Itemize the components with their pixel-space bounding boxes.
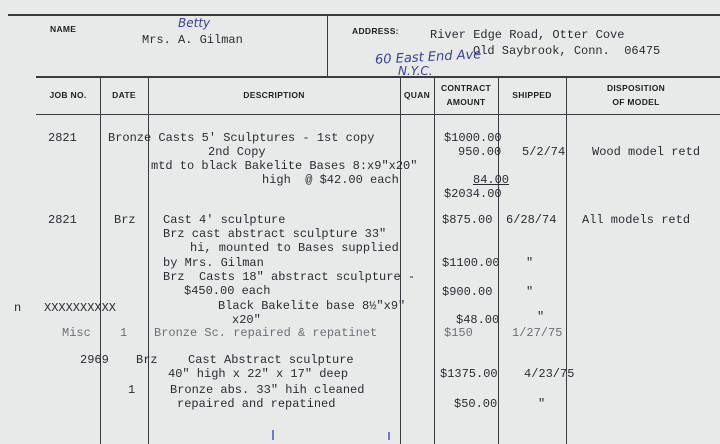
- entry-4-desc-2: 40" high x 22" x 17" deep: [168, 367, 349, 381]
- entry-2-desc-8: x20": [232, 313, 261, 327]
- entry-3-shipped: 1/27/75: [512, 326, 563, 340]
- entry-2-desc-7: Black Bakelite base 8½"x9": [218, 299, 406, 313]
- entry-4-shipped: 4/23/75: [524, 367, 575, 381]
- entry-2-desc-2: Brz cast abstract sculpture 33": [163, 227, 387, 241]
- column-header-disposition: DISPOSITION: [606, 83, 666, 93]
- entry-1-desc-1: Bronze Casts 5' Sculptures - 1st copy: [108, 131, 375, 145]
- entry-2-job: 2821: [48, 213, 77, 227]
- card-top-rule: [8, 14, 720, 16]
- entry-2-amount-3: $900.00: [442, 285, 493, 299]
- entry-1-shipped: 5/2/74: [522, 145, 566, 159]
- margin-mark: n: [14, 301, 22, 315]
- entry-2-amount-1: $875.00: [442, 213, 493, 227]
- column-header-amount: AMOUNT: [446, 97, 486, 107]
- entry-1-job: 2821: [48, 131, 77, 145]
- ink-mark: [272, 430, 274, 440]
- entry-5-amount-1: $50.00: [454, 397, 498, 411]
- entry-4-date: Brz: [136, 353, 158, 367]
- entry-3-amount-1: $150: [444, 326, 473, 340]
- entry-1-desc-3: mtd to black Bakelite Bases 8:x9"x20": [151, 159, 418, 173]
- entry-1-amount-3: 84.00: [473, 173, 510, 187]
- address-line-2: Old Saybrook, Conn. 06475: [473, 44, 661, 58]
- address-handwritten-2: N.Y.C.: [398, 64, 433, 78]
- column-header-description: DESCRIPTION: [243, 90, 305, 100]
- entry-3-job: Misc: [62, 326, 91, 340]
- entry-2-desc-1: Cast 4' sculpture: [163, 213, 286, 227]
- column-header-rule: [36, 114, 720, 115]
- entry-2-shipped-1: 6/28/74: [506, 213, 557, 227]
- ink-mark: [388, 432, 390, 440]
- col-divider-shipped: [566, 78, 567, 444]
- column-header-shipped: SHIPPED: [512, 90, 552, 100]
- address-label: ADDRESS:: [352, 26, 399, 36]
- entry-1-desc-4: high @ $42.00 each: [262, 173, 399, 187]
- entry-2-shipped-4: ": [537, 310, 545, 324]
- entry-2-amount-4: $48.00: [456, 313, 500, 327]
- entry-1-amount-total: $2034.00: [444, 187, 502, 201]
- entry-1-disposition: Wood model retd: [592, 145, 701, 159]
- column-header-of-model: OF MODEL: [612, 97, 660, 107]
- entry-5-shipped: ": [538, 397, 546, 411]
- entry-1-desc-2: 2nd Copy: [208, 145, 266, 159]
- entry-1-amount-2: 950.00: [458, 145, 502, 159]
- entry-2-amount-2: $1100.00: [442, 256, 500, 270]
- entry-5-date: 1: [128, 383, 136, 397]
- address-handwritten-1: 60 East End Ave: [374, 47, 482, 68]
- entry-4-amount-1: $1375.00: [440, 367, 498, 381]
- entry-2-desc-4: by Mrs. Gilman: [163, 256, 264, 270]
- entry-3-desc-1: Bronze Sc. repaired & repatinet: [154, 326, 378, 340]
- entry-2-date: Brz: [114, 213, 136, 227]
- entry-2-shipped-2: ": [526, 256, 534, 270]
- col-divider-desc: [400, 78, 401, 444]
- entry-2-desc-6: $450.00 each: [184, 284, 271, 298]
- address-line-1: River Edge Road, Otter Cove: [430, 28, 625, 42]
- entry-2-shipped-3: ": [526, 285, 534, 299]
- entry-4-job: 2969: [80, 353, 109, 367]
- column-header-quan: QUAN: [403, 90, 431, 100]
- column-header-job: JOB NO.: [49, 90, 87, 100]
- name-address-divider: [327, 14, 328, 76]
- col-divider-quan: [434, 78, 435, 444]
- col-divider-job: [100, 78, 101, 444]
- name-handwritten: Betty: [178, 16, 211, 30]
- column-header-date: DATE: [112, 90, 136, 100]
- entry-3-date: 1: [120, 326, 128, 340]
- entry-4-desc-1: Cast Abstract sculpture: [188, 353, 354, 367]
- struck-job-number: XXXXXXXXXX: [44, 301, 117, 315]
- entry-5-desc-2: repaired and repatined: [177, 397, 336, 411]
- entry-5-desc-1: Bronze abs. 33" hih cleaned: [170, 383, 365, 397]
- entry-2-desc-5: Brz Casts 18" abstract sculpture -: [163, 270, 416, 284]
- column-header-contract: CONTRACT: [440, 83, 492, 93]
- entry-2-disposition: All models retd: [582, 213, 691, 227]
- name-label: NAME: [50, 24, 77, 34]
- entry-1-amount-1: $1000.00: [444, 131, 502, 145]
- header-bottom-rule: [36, 76, 720, 78]
- name-value: Mrs. A. Gilman: [142, 33, 243, 47]
- entry-2-desc-3: hi, mounted to Bases supplied: [190, 241, 399, 255]
